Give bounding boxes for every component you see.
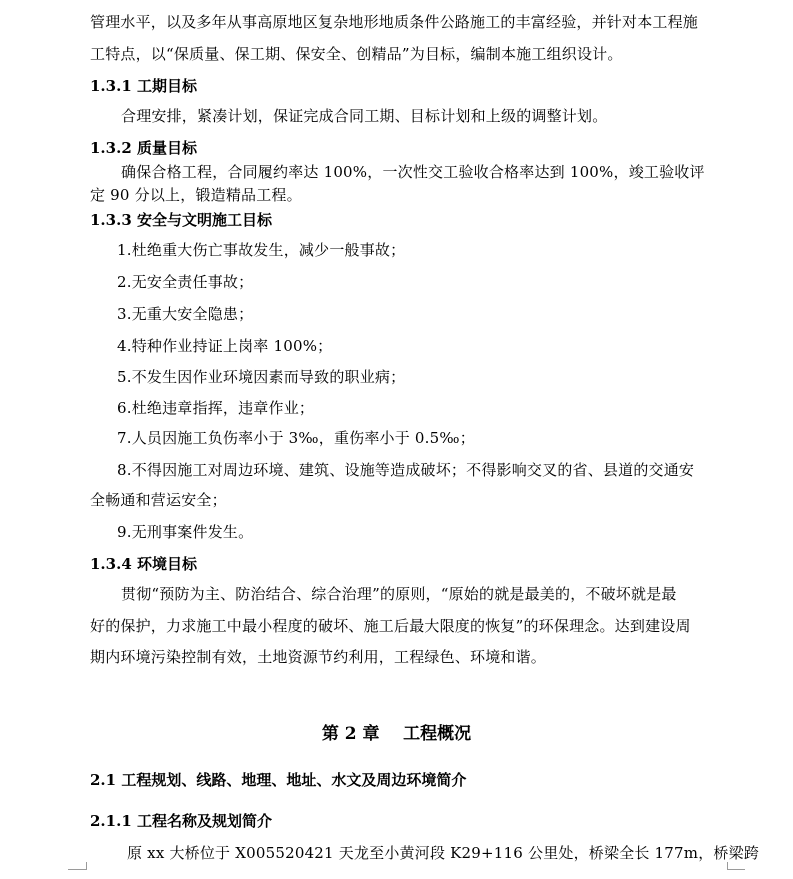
chapter-title: 第 2 章 工程概况	[321, 724, 472, 744]
safety-item: 8.不得因施工对周边环境、建筑、设施等造成破坏；不得影响交叉的省、县道的交通安	[117, 461, 695, 479]
heading-1-3-2: 1.3.2 质量目标	[90, 139, 197, 157]
environment-goal-line-3: 期内环境污染控制有效，土地资源节约利用，工程绿色、环境和谐。	[90, 648, 547, 666]
quality-goal-line-1: 确保合格工程，合同履约率达 100%，一次性交工验收合格率达到 100%，竣工验收评	[121, 163, 705, 181]
safety-item: 7.人员因施工负伤率小于 3‰，重伤率小于 0.5‰；	[117, 429, 475, 447]
margin-corner-mark-right	[727, 869, 745, 870]
safety-item: 1.杜绝重大伤亡事故发生，减少一般事故；	[117, 241, 406, 259]
intro-line-2: 工特点，以“保质量、保工期、保安全、创精品”为目标，编制本施工组织设计。	[90, 45, 623, 63]
margin-corner-mark-left	[68, 869, 86, 870]
margin-corner-mark-left-vertical	[86, 862, 87, 870]
safety-item: 2.无安全责任事故；	[117, 273, 254, 291]
schedule-goal-text: 合理安排，紧凑计划，保证完成合同工期、目标计划和上级的调整计划。	[121, 107, 608, 125]
heading-2-1-1: 2.1.1 工程名称及规划简介	[90, 812, 272, 830]
project-intro-text: 原 xx 大桥位于 X005520421 天龙至小黄河段 K29+116 公里处，桥梁全长 177m，桥梁跨	[127, 844, 760, 862]
intro-line-1: 管理水平，以及多年从事高原地区复杂地形地质条件公路施工的丰富经验，并针对本工程施	[90, 13, 699, 31]
safety-item: 5.不发生因作业环境因素而导致的职业病；	[117, 368, 406, 386]
heading-1-3-3: 1.3.3 安全与文明施工目标	[90, 211, 272, 229]
margin-corner-mark-right-vertical	[727, 862, 728, 870]
safety-item-continued: 全畅通和营运安全；	[90, 491, 227, 509]
safety-item: 9.无刑事案件发生。	[117, 523, 254, 541]
heading-2-1: 2.1 工程规划、线路、地理、地址、水文及周边环境简介	[90, 771, 467, 789]
safety-item: 4.特种作业持证上岗率 100%；	[117, 337, 333, 355]
quality-goal-line-2: 定 90 分以上，锻造精品工程。	[90, 186, 302, 204]
safety-item: 6.杜绝违章指挥，违章作业；	[117, 399, 315, 417]
heading-1-3-1: 1.3.1 工期目标	[90, 77, 197, 95]
heading-1-3-4: 1.3.4 环境目标	[90, 555, 197, 573]
safety-item: 3.无重大安全隐患；	[117, 305, 254, 323]
environment-goal-line-2: 好的保护，力求施工中最小程度的破坏、施工后最大限度的恢复”的环保理念。达到建设周	[90, 617, 691, 635]
environment-goal-line-1: 贯彻“预防为主、防治结合、综合治理”的原则，“原始的就是最美的，不破坏就是最	[121, 585, 677, 603]
